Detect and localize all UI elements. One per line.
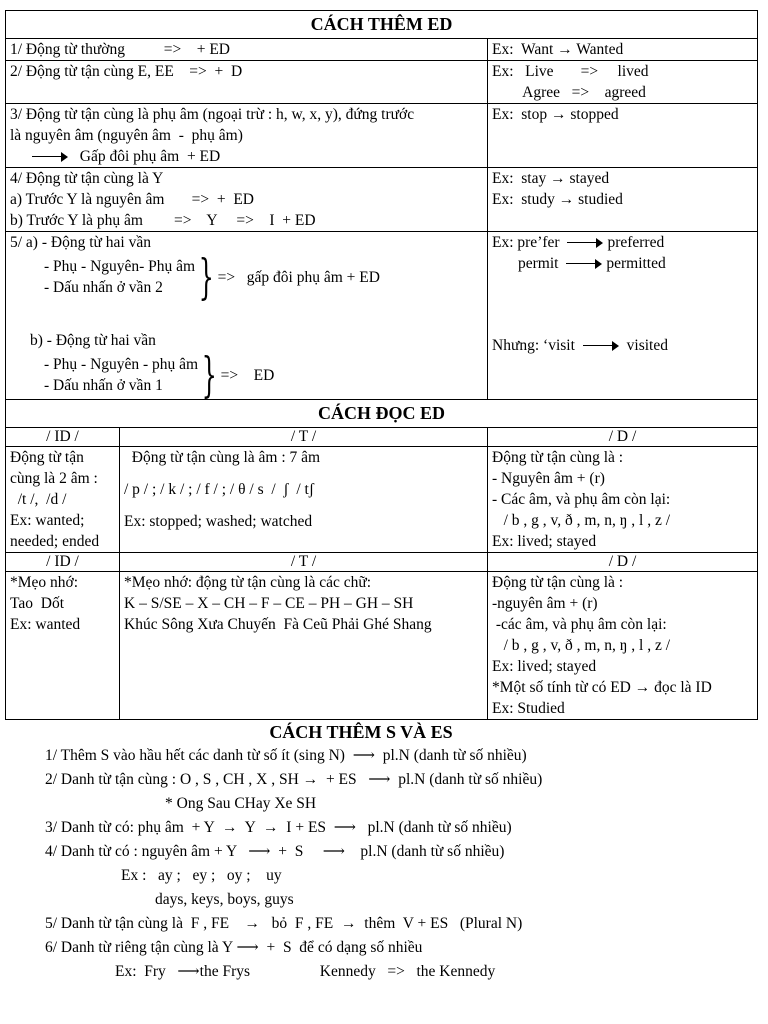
example-text: Ex: stop → stopped (492, 106, 619, 123)
arrow-icon (567, 238, 603, 248)
plural-title: CÁCH THÊM S VÀ ES (269, 722, 453, 742)
header-t: / T / (120, 428, 488, 447)
page (5, 10, 757, 984)
rule-text: là nguyên âm (nguyên âm - phụ âm) (10, 127, 243, 144)
header-d: / D / (488, 553, 758, 572)
arrow-icon (583, 341, 619, 351)
rule-text: b) - Động từ hai vần (30, 332, 156, 349)
rule-text: Gấp đôi phụ âm + ED (79, 148, 221, 165)
header-t: / T / (120, 553, 488, 572)
plural-example: Ex : ay ; ey ; oy ; uy (121, 867, 282, 884)
add-ed-rule-1 (6, 39, 758, 61)
add-ed-rule-4 (6, 168, 758, 232)
add-ed-rule-3 (6, 104, 758, 168)
arrow-icon (566, 259, 602, 269)
plural-rule-5: 5/ Danh từ tận cùng là F , FE → bỏ F , FE → thêm V + ES (Plural N) (45, 915, 523, 932)
plural-section (5, 720, 757, 984)
example-text: Nhưng: ‘visit (492, 337, 575, 354)
header-id: / ID / (6, 553, 120, 572)
rule-text: b) Trước Y là phụ âm => Y => I + ED (10, 212, 316, 229)
rule-text: 3/ Động từ tận cùng là phụ âm (ngoại trừ : h, w, x, y), đứng trước (10, 106, 415, 123)
add-ed-rule-2 (6, 61, 758, 104)
rule-result: => ED (220, 366, 275, 384)
rule-text: 5/ a) - Động từ hai vần (10, 234, 151, 251)
ed-table (5, 10, 758, 720)
brace-icon: } (201, 347, 218, 403)
plural-rule-6: 6/ Danh từ riêng tận cùng là Y ⟶ + S để có dạng số nhiều (45, 939, 423, 956)
brace-group-b (10, 347, 483, 403)
rule-text: 1/ Động từ thường => + ED (10, 41, 230, 58)
plural-mnemonic: * Ong Sau CHay Xe SH (165, 795, 317, 812)
arrow-icon (32, 152, 68, 162)
plural-rule-4: 4/ Danh từ có : nguyên âm + Y ⟶ + S ⟶ pl.N (danh từ số nhiều) (45, 843, 505, 860)
example-text: visited (626, 337, 668, 354)
add-ed-rule-5 (6, 232, 758, 400)
example-text: Ex: Want → Wanted (492, 41, 624, 58)
plural-example: days, keys, boys, guys (155, 891, 294, 908)
header-id: / ID / (6, 428, 120, 447)
brace-icon: } (198, 249, 215, 305)
plural-example: Ex: Fry ⟶the Frys Kennedy => the Kennedy (115, 963, 496, 980)
rule-text: 4/ Động từ tận cùng là Y (10, 170, 164, 187)
read-ed-header-2 (6, 553, 758, 572)
rule-text: - Phụ - Nguyên - phụ âm (44, 356, 199, 373)
rule-text: - Dấu nhấn ở vần 2 (44, 279, 163, 296)
rule-text: 2/ Động từ tận cùng E, EE => + D (10, 63, 243, 80)
rule-text: a) Trước Y là nguyên âm => + ED (10, 191, 255, 208)
read-ed-row-1: Động từ tận cùng là 2 âm : /t /, /d / Ex: wanted; needed; ended Động từ tận cùng là âm : 7 âm / p / ; / k / ; / f / ; / θ / s / ʃ / tʃ Ex: stopped; washed; watched Động từ tận cùng là : - Nguyên âm + (r) - Các âm, và phụ âm còn lại: / b , g , v, ð , m, n, ŋ , l , z / Ex: lived; stayed (6, 447, 758, 553)
brace-group-a (10, 249, 483, 305)
example-text: permit (518, 255, 559, 272)
example-text: Ex: study → studied (492, 191, 623, 208)
read-ed-header-1 (6, 428, 758, 447)
example-text: Ex: stay → stayed (492, 170, 610, 187)
example-text: Ex: pre’fer (492, 234, 560, 251)
rule-text: - Dấu nhấn ở vần 1 (44, 377, 163, 394)
example-text: permitted (606, 255, 666, 272)
rule-text: - Phụ - Nguyên- Phụ âm (44, 258, 196, 275)
example-text: preferred (607, 234, 665, 251)
add-ed-title: CÁCH THÊM ED (6, 11, 758, 39)
header-d: / D / (488, 428, 758, 447)
plural-rule-2: 2/ Danh từ tận cùng : O , S , CH , X , SH → + ES ⟶ pl.N (danh từ số nhiều) (45, 771, 543, 788)
rule-result: => gấp đôi phụ âm + ED (217, 268, 380, 286)
example-text: Ex: Live => lived (492, 63, 649, 80)
plural-rule-3: 3/ Danh từ có: phụ âm + Y → Y → I + ES ⟶ pl.N (danh từ số nhiều) (45, 819, 512, 836)
plural-rule-1: 1/ Thêm S vào hầu hết các danh từ số ít (sing N) ⟶ pl.N (danh từ số nhiều) (45, 747, 527, 764)
read-ed-row-2: *Mẹo nhớ: Tao Dốt Ex: wanted *Mẹo nhớ: động từ tận cùng là các chữ: K – S/SE – X – CH – F – CE – PH – GH – SH Khúc Sông Xưa Chuyến Fà Ceũ Phải Ghé Shang Động từ tận cùng là : -nguyên âm + (r) -các âm, và phụ âm còn lại: / b , g , v, ð , m, n, ŋ , l , z / Ex: lived; stayed *Một số tính từ có ED → đọc là ID Ex: Studied (6, 572, 758, 720)
read-ed-title: CÁCH ĐỌC ED (6, 400, 758, 428)
example-text: Agree => agreed (492, 84, 646, 101)
